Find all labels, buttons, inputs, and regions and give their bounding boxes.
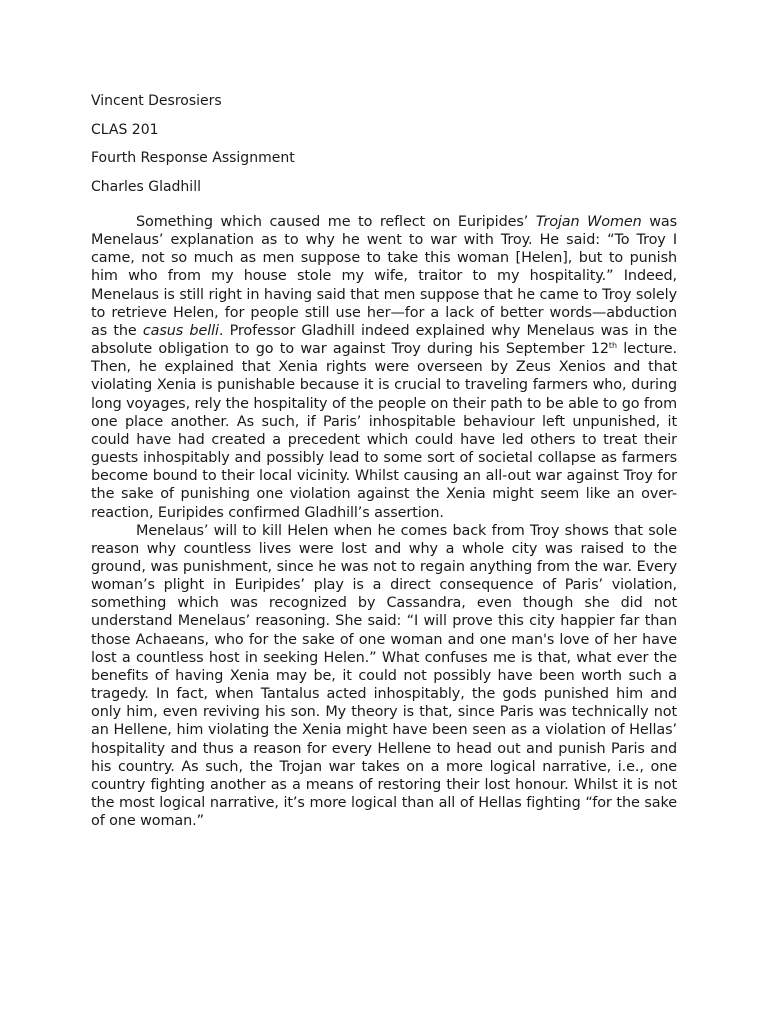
paragraph-1: [91, 213, 677, 522]
document-header: [91, 92, 681, 206]
casus-belli-term: casus belli: [142, 322, 219, 339]
paragraph-1-quote: was Menelaus’ explanation as to why he went to war with Troy. He said: “To Troy I came, not so much as men suppose to take this woman [Helen], but to punish him who from my house stole my wife, traitor to my hospitality.” Indeed, Menelaus is still right in having said that men suppose that he came to Troy solely to retrieve Helen, for people still use her—for a lack of better words—abduction as the: [91, 214, 677, 339]
play-title: Trojan Women: [535, 214, 642, 230]
professor-name: Charles Gladhill: [91, 178, 201, 195]
paragraph-1-lecture: . Professor Gladhill indeed explained why Menelaus was in the absolute obligation to go to war against Troy during his September 12: [91, 322, 677, 358]
paragraph-1-conclusion: lecture. Then, he explained that Xenia rights were overseen by Zeus Xenios and that violating Xenia is punishable because it is crucial to traveling farmers who, during long voyages, rely the hospitality of the people on their path to be able to go from one place another. As such, if Paris’ inhospitable behaviour left unpunished, it could have had created a precedent which could have led others to treat their guests inhospitably and possibly lead to some sort of societal collapse as farmers become bound to their local vicinity. Whilst causing an all-out war against Troy for the sake of punishing one violation against the Xenia might seem like an over-reaction, Euripides confirmed Gladhill’s assertion.: [91, 341, 677, 521]
essay-body: [91, 213, 677, 830]
assignment-title: Fourth Response Assignment: [91, 150, 295, 167]
author-name: Vincent Desrosiers: [91, 93, 222, 109]
course-code: CLAS 201: [91, 121, 159, 138]
paragraph-2: Menelaus’ will to kill Helen when he comes back from Troy shows that sole reason why countless lives were lost and why a whole city was raised to the ground, was punishment, since he was not to regain anything from the war. Every woman’s plight in Euripides’ play is a direct consequence of Paris’ violation, something which was recognized by Cassandra, even though she did not understand Menelaus’ reasoning. She said: “I will prove this city happier far than those Achaeans, who for the sake of one woman and one man's love of her have lost a countless host in seeking Helen.” What confuses me is that, what ever the benefits of having Xenia may be, it could not possibly have been worth such a tragedy. In fact, when Tantalus acted inhospitably, the gods punished him and only him, even reviving his son. My theory is that, since Paris was technically not an Hellene, him violating the Xenia might have been seen as a violation of Hellas’ hospitality and thus a reason for every Hellene to head out and punish Paris and his country. As such, the Trojan war takes on a more logical narrative, i.e., one country fighting another as a means of restoring their lost honour. Whilst it is not the most logical narrative, it’s more logical than all of Hellas fighting “for the sake of one woman.”: [91, 522, 677, 830]
ordinal-suffix: th: [608, 341, 617, 351]
paragraph-1-intro: Something which caused me to reflect on Euripides’: [136, 214, 536, 230]
